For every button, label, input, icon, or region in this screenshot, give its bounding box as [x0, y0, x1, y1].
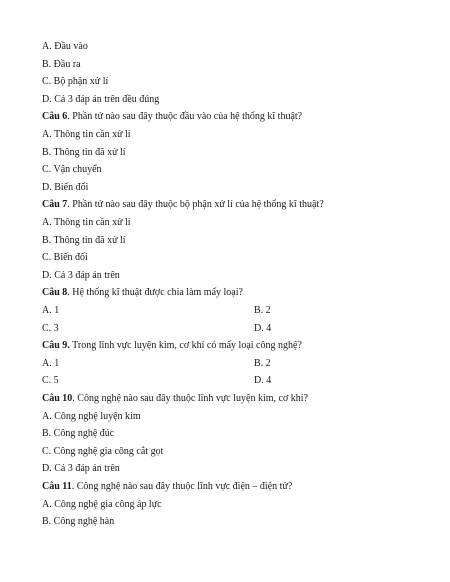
option-text: D. Cả 3 đáp án trên đều đúng: [42, 94, 160, 105]
option-text: A. Thông tin cần xử lí: [42, 129, 131, 140]
option-text: C. 3: [42, 323, 59, 334]
option-text: C. Công nghệ gia công cắt gọt: [42, 446, 164, 457]
option-text: D. 4: [254, 375, 272, 386]
question-label: Câu 7: [42, 199, 68, 210]
option-text: B. 2: [254, 358, 271, 369]
question-text: . Phần tử nào sau đây thuộc đầu vào của hệ thống kĩ thuật?: [67, 111, 303, 122]
option-text: D. 4: [254, 323, 272, 334]
question-label: Câu 11: [42, 481, 72, 492]
question-label: Câu 10: [42, 393, 73, 404]
question-6: [42, 111, 302, 123]
option-text: D. Biến đổi: [42, 182, 89, 193]
option-text: C. 5: [42, 375, 59, 386]
option-text: A. 1: [42, 305, 60, 316]
option-text: C. Biến đổi: [42, 252, 88, 263]
question-text: . Công nghệ nào sau đây thuộc lĩnh vực điện – điện tử?: [71, 481, 293, 492]
option-text: D. Cả 3 đáp án trên: [42, 270, 120, 281]
question-8: [42, 287, 243, 299]
question-9: [42, 340, 302, 352]
question-11: [42, 481, 292, 493]
question-label: Câu 8: [42, 287, 68, 298]
question-text: Trong lĩnh vực luyện kim, cơ khí có mấy loại công nghệ?: [69, 340, 302, 351]
option-text: A. Đầu vào: [42, 41, 88, 52]
option-text: B. Thông tin đã xử lí: [42, 235, 126, 246]
option-text: B. Công nghệ hàn: [42, 516, 115, 527]
question-label: Câu 9.: [42, 340, 70, 351]
option-text: A. 1: [42, 358, 60, 369]
option-text: B. 2: [254, 305, 271, 316]
option-text: B. Thông tin đã xử lí: [42, 147, 126, 158]
option-text: C. Vận chuyển: [42, 164, 102, 175]
option-text: A. Công nghệ luyện kim: [42, 411, 141, 422]
option-text: B. Đầu ra: [42, 59, 81, 70]
option-text: C. Bộ phận xử lí: [42, 76, 109, 87]
question-10: [42, 393, 308, 405]
option-text: A. Công nghệ gia công áp lực: [42, 499, 162, 510]
question-text: . Hệ thống kĩ thuật được chia làm mấy loại?: [67, 287, 243, 298]
question-text: . Phần tử nào sau đây thuộc bộ phận xử lí của hệ thống kĩ thuật?: [67, 199, 324, 210]
question-7: [42, 199, 324, 211]
question-label: Câu 6: [42, 111, 68, 122]
option-text: B. Công nghệ đúc: [42, 428, 115, 439]
option-text: A. Thông tin cần xử lí: [42, 217, 131, 228]
option-text: D. Cả 3 đáp án trên: [42, 463, 120, 474]
question-text: . Công nghệ nào sau đây thuộc lĩnh vực luyện kim, cơ khí?: [72, 393, 308, 404]
